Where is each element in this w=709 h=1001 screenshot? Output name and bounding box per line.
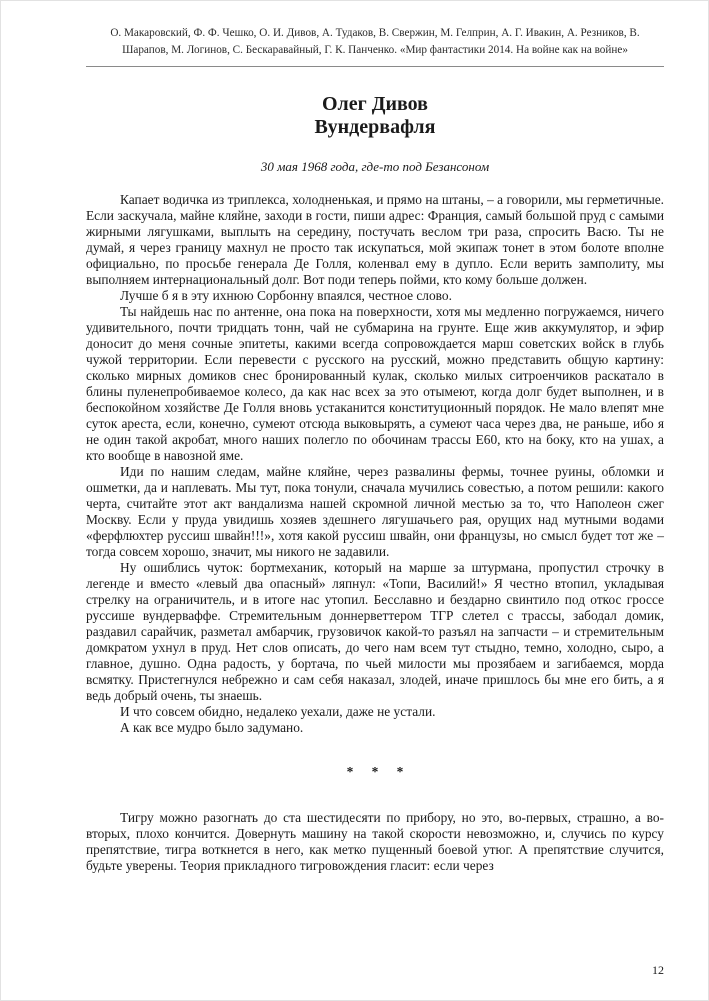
paragraph: Иди по нашим следам, майне кляйне, через развалины фермы, точнее руины, обломки и ошметки, да и наплевать. Мы тут, пока тонули, сначала мучились совестью, а потом решили: какого черта, считайте этот акт вандализма нашей скромной личной местью за то, что Наполеон сжег Москву. Если у пруда увидишь хозяев здешнего лягушачьего рая, орущих над мутными водами «ферфлюхтер руссиш швайн!!!», хотя какой руссиш швайн, они французы, но смысл будет тот же – тогда совсем хорошо, значит, мы никого не задавили. — [86, 463, 664, 559]
title-block — [86, 93, 664, 139]
paragraph: Ты найдешь нас по антенне, она пока на поверхности, хотя мы медленно погружаемся, ничего удивительного, почти тридцать тонн, чай не субмарина на грунте. Еще жив аккумулятор, и эфир доносит до меня сочные эпитеты, какими всегда сопровождается марш советских войск в глубь чужой территории. Если перевести с русского на русский, можно представить общую картину: сколько мирных домиков снес бронированный кулак, сколько милых ситроенчиков раскатало в блины пуленепробиваемое колесо, да как нас всех за это отымеют, когда долг будет выполнен, и в беспокойном хозяйстве Де Голля вновь устаканится конституционный порядок. Не мало влепят мне суток ареста, если, конечно, сумеют отсюда выковырять, а сумеют часа через два, не раньше, ибо я не один такой акробат, много наших полегло по обочинам трассы Е60, кто на боку, кто на ушах, а кто вообще в навозной яме. — [86, 303, 664, 463]
header-divider — [86, 66, 664, 67]
article-title: Вундервафля — [314, 115, 436, 138]
paragraph: Капает водичка из триплекса, холодненькая, и прямо на штаны, – а говорили, мы герметичные. Если заскучала, майне кляйне, заходи в гости, пиши адрес: Франция, самый большой пруд с самыми жирными лягушками, выплыть на середину, постучать веслом три раза, спросить Васю. Ты не думай, я через границу махнул не просто так искупаться, мой экипаж тонет в этом болоте вполне официально, по просьбе генерала Де Голля, коленвал ему в дупло. Если верить замполиту, мы выполняем интернациональный долг. Вот поди теперь пойми, кто кому больше должен. — [86, 191, 664, 287]
paragraph: А как все мудро было задумано. — [120, 719, 304, 735]
running-head: О. Макаровский, Ф. Ф. Чешко, О. И. Дивов, А. Тудаков, В. Свержин, М. Гелприн, А. Г. Ивакин, А. Резников, В. Шарапов, М. Логинов, С. Бескаравайный, Г. К. Панченко. «Мир фантастики 2014. На войне как на войне» — [110, 27, 640, 56]
paragraph: Тигру можно разогнать до ста шестидесяти по прибору, но это, во-первых, страшно, а во-вторых, плохо кончится. Довернуть машину на такой скорости невозможно, и, случись по курсу препятствие, тигра воткнется в него, как метко пущенный боевой утюг. А препятствие случится, будьте уверены. Теория прикладного тигровождения гласит: если через — [86, 809, 664, 873]
section-separator: * * * — [346, 763, 411, 779]
paragraph: Ну ошиблись чуток: бортмеханик, который на марше за штурмана, пропустил строчку в легенде и вместо «левый два опасный» ляпнул: «Топи, Василий!» Я честно втопил, укладывая стрелку на ограничитель, и в итоге нас утопил. Бесславно и бездарно свинтило под откос гроссе руссише вундерваффе. Стремительным доннерветтером ТГР слетел с трассы, забодал домик, раздавил сарайчик, разметал амбарчик, грузовичок какой-то разъял на запчасти – и стремительным домкратом ухнул в пруд. Нет слов описать, до чего нам всем тут стыдно, темно, холодно, сыро, а главное, душно. Одна радость, у бортача, по чьей милости мы прозябаем и загибаемся, морда всмятку. Пристегнулся небрежно и сам себя наказал, злодей, иначе пришлось бы мне его бить, а я ведь добрый очень, ты знаешь. — [86, 559, 664, 703]
paragraph: Лучше б я в эту ихнюю Сорбонну впаялся, честное слово. — [120, 287, 452, 303]
article-author: Олег Дивов — [322, 92, 428, 115]
article-body — [86, 192, 664, 874]
dateline: 30 мая 1968 года, где-то под Безансоном — [260, 158, 490, 174]
paragraph: И что совсем обидно, недалеко уехали, даже не устали. — [120, 703, 436, 719]
page-number: 12 — [652, 963, 664, 977]
